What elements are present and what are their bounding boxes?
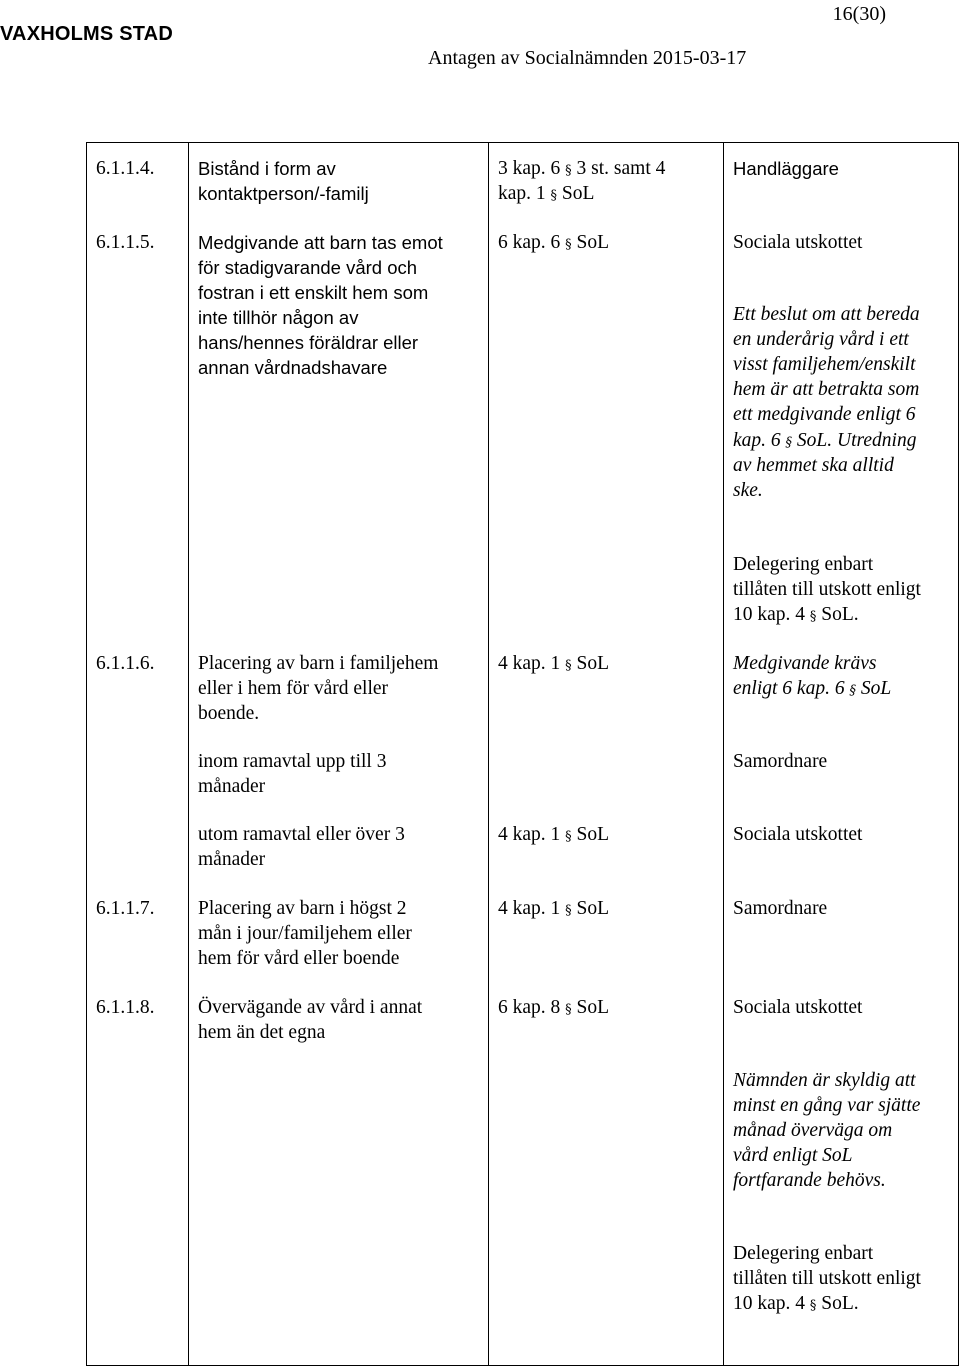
paragraph-icon: § xyxy=(550,188,558,203)
sub-case-line: inom ramavtal upp till 3 xyxy=(198,751,387,772)
note-line: fortfarande behövs. xyxy=(733,1170,886,1191)
paragraph-icon: § xyxy=(785,435,793,450)
sub-case-line: utom ramavtal eller över 3 xyxy=(198,824,405,845)
note-line: hem är att betrakta som xyxy=(733,379,920,400)
description-line: hem för vård eller boende xyxy=(198,948,400,969)
paragraph-icon: § xyxy=(565,829,572,844)
note-line: vård enligt SoL xyxy=(733,1145,853,1166)
description-line: eller i hem för vård eller xyxy=(198,678,389,699)
description-line: Bistånd i form av xyxy=(198,158,336,179)
law-reference: 6 kap. 8 § SoL xyxy=(498,997,610,1018)
note-line: Ett beslut om att bereda xyxy=(733,304,920,325)
delegate: Samordnare xyxy=(733,898,828,919)
note-line: en underårig vård i ett xyxy=(733,329,909,350)
adoption-line: Antagen av Socialnämnden 2015-03-17 xyxy=(428,47,747,69)
note-line: kap. 6 § SoL. Utredning xyxy=(733,430,917,451)
sub-case-line: månader xyxy=(198,776,266,797)
delegation-note: 10 kap. 4 § SoL. xyxy=(733,604,859,625)
paragraph-icon: § xyxy=(565,237,572,252)
organization-name: VAXHOLMS STAD xyxy=(0,23,173,45)
law-reference: 3 kap. 6 § 3 st. samt 4 xyxy=(498,158,666,179)
description-line: inte tillhör någon av xyxy=(198,307,359,328)
sub-case-line: månader xyxy=(198,849,266,870)
note-line: enligt 6 kap. 6 § SoL xyxy=(733,678,892,699)
paragraph-icon: § xyxy=(565,1002,572,1017)
note-line: ett medgivande enligt 6 xyxy=(733,404,916,425)
delegate: Sociala utskottet xyxy=(733,997,863,1018)
description-line: Övervägande av vård i annat xyxy=(198,997,423,1018)
description-line: Placering av barn i högst 2 xyxy=(198,898,407,919)
paragraph-icon: § xyxy=(565,163,572,178)
number-column xyxy=(87,143,189,1366)
law-reference: 4 kap. 1 § SoL xyxy=(498,653,610,674)
law-reference: 6 kap. 6 § SoL xyxy=(498,232,610,253)
section-number: 6.1.1.8. xyxy=(96,997,155,1018)
description-line: mån i jour/familjehem eller xyxy=(198,923,412,944)
delegation-note: Delegering enbart xyxy=(733,554,874,575)
note-line: månad överväga om xyxy=(733,1120,893,1141)
description-line: Placering av barn i familjehem xyxy=(198,653,439,674)
delegate: Sociala utskottet xyxy=(733,232,863,253)
description-line: fostran i ett enskilt hem som xyxy=(198,282,429,303)
page-number: 16(30) xyxy=(832,3,886,25)
description-line: Medgivande att barn tas emot xyxy=(198,232,443,253)
paragraph-icon: § xyxy=(809,1298,817,1313)
paragraph-icon: § xyxy=(849,683,856,698)
paragraph-icon: § xyxy=(809,609,817,624)
law-column xyxy=(489,143,724,1366)
description-line: hem än det egna xyxy=(198,1022,326,1043)
note-line: Nämnden är skyldig att xyxy=(733,1070,916,1091)
note-line: ske. xyxy=(733,480,763,501)
law-reference: 4 kap. 1 § SoL xyxy=(498,824,610,845)
description-line: boende. xyxy=(198,703,260,724)
description-line: för stadigvarande vård och xyxy=(198,257,418,278)
delegation-note: Delegering enbart xyxy=(733,1243,874,1264)
paragraph-icon: § xyxy=(565,903,572,918)
section-number: 6.1.1.4. xyxy=(96,158,155,179)
description-line: hans/hennes föräldrar eller xyxy=(198,332,419,353)
description-line: kontaktperson/-familj xyxy=(198,183,369,204)
delegation-note: tillåten till utskott enligt xyxy=(733,1268,921,1289)
section-number: 6.1.1.7. xyxy=(96,898,155,919)
delegate: Samordnare xyxy=(733,751,828,772)
section-number: 6.1.1.6. xyxy=(96,653,155,674)
section-number: 6.1.1.5. xyxy=(96,232,155,253)
paragraph-icon: § xyxy=(565,658,572,673)
delegation-note: tillåten till utskott enligt xyxy=(733,579,921,600)
delegation-note: 10 kap. 4 § SoL. xyxy=(733,1293,859,1314)
delegate: Sociala utskottet xyxy=(733,824,863,845)
note-line: visst familjehem/enskilt xyxy=(733,354,916,375)
note-line: av hemmet ska alltid xyxy=(733,455,894,476)
law-reference: 4 kap. 1 § SoL xyxy=(498,898,610,919)
delegate: Handläggare xyxy=(733,158,839,179)
law-reference: kap. 1 § SoL xyxy=(498,183,595,204)
note-line: minst en gång var sjätte xyxy=(733,1095,921,1116)
note-line: Medgivande krävs xyxy=(733,653,877,674)
description-line: annan vårdnadshavare xyxy=(198,357,388,378)
